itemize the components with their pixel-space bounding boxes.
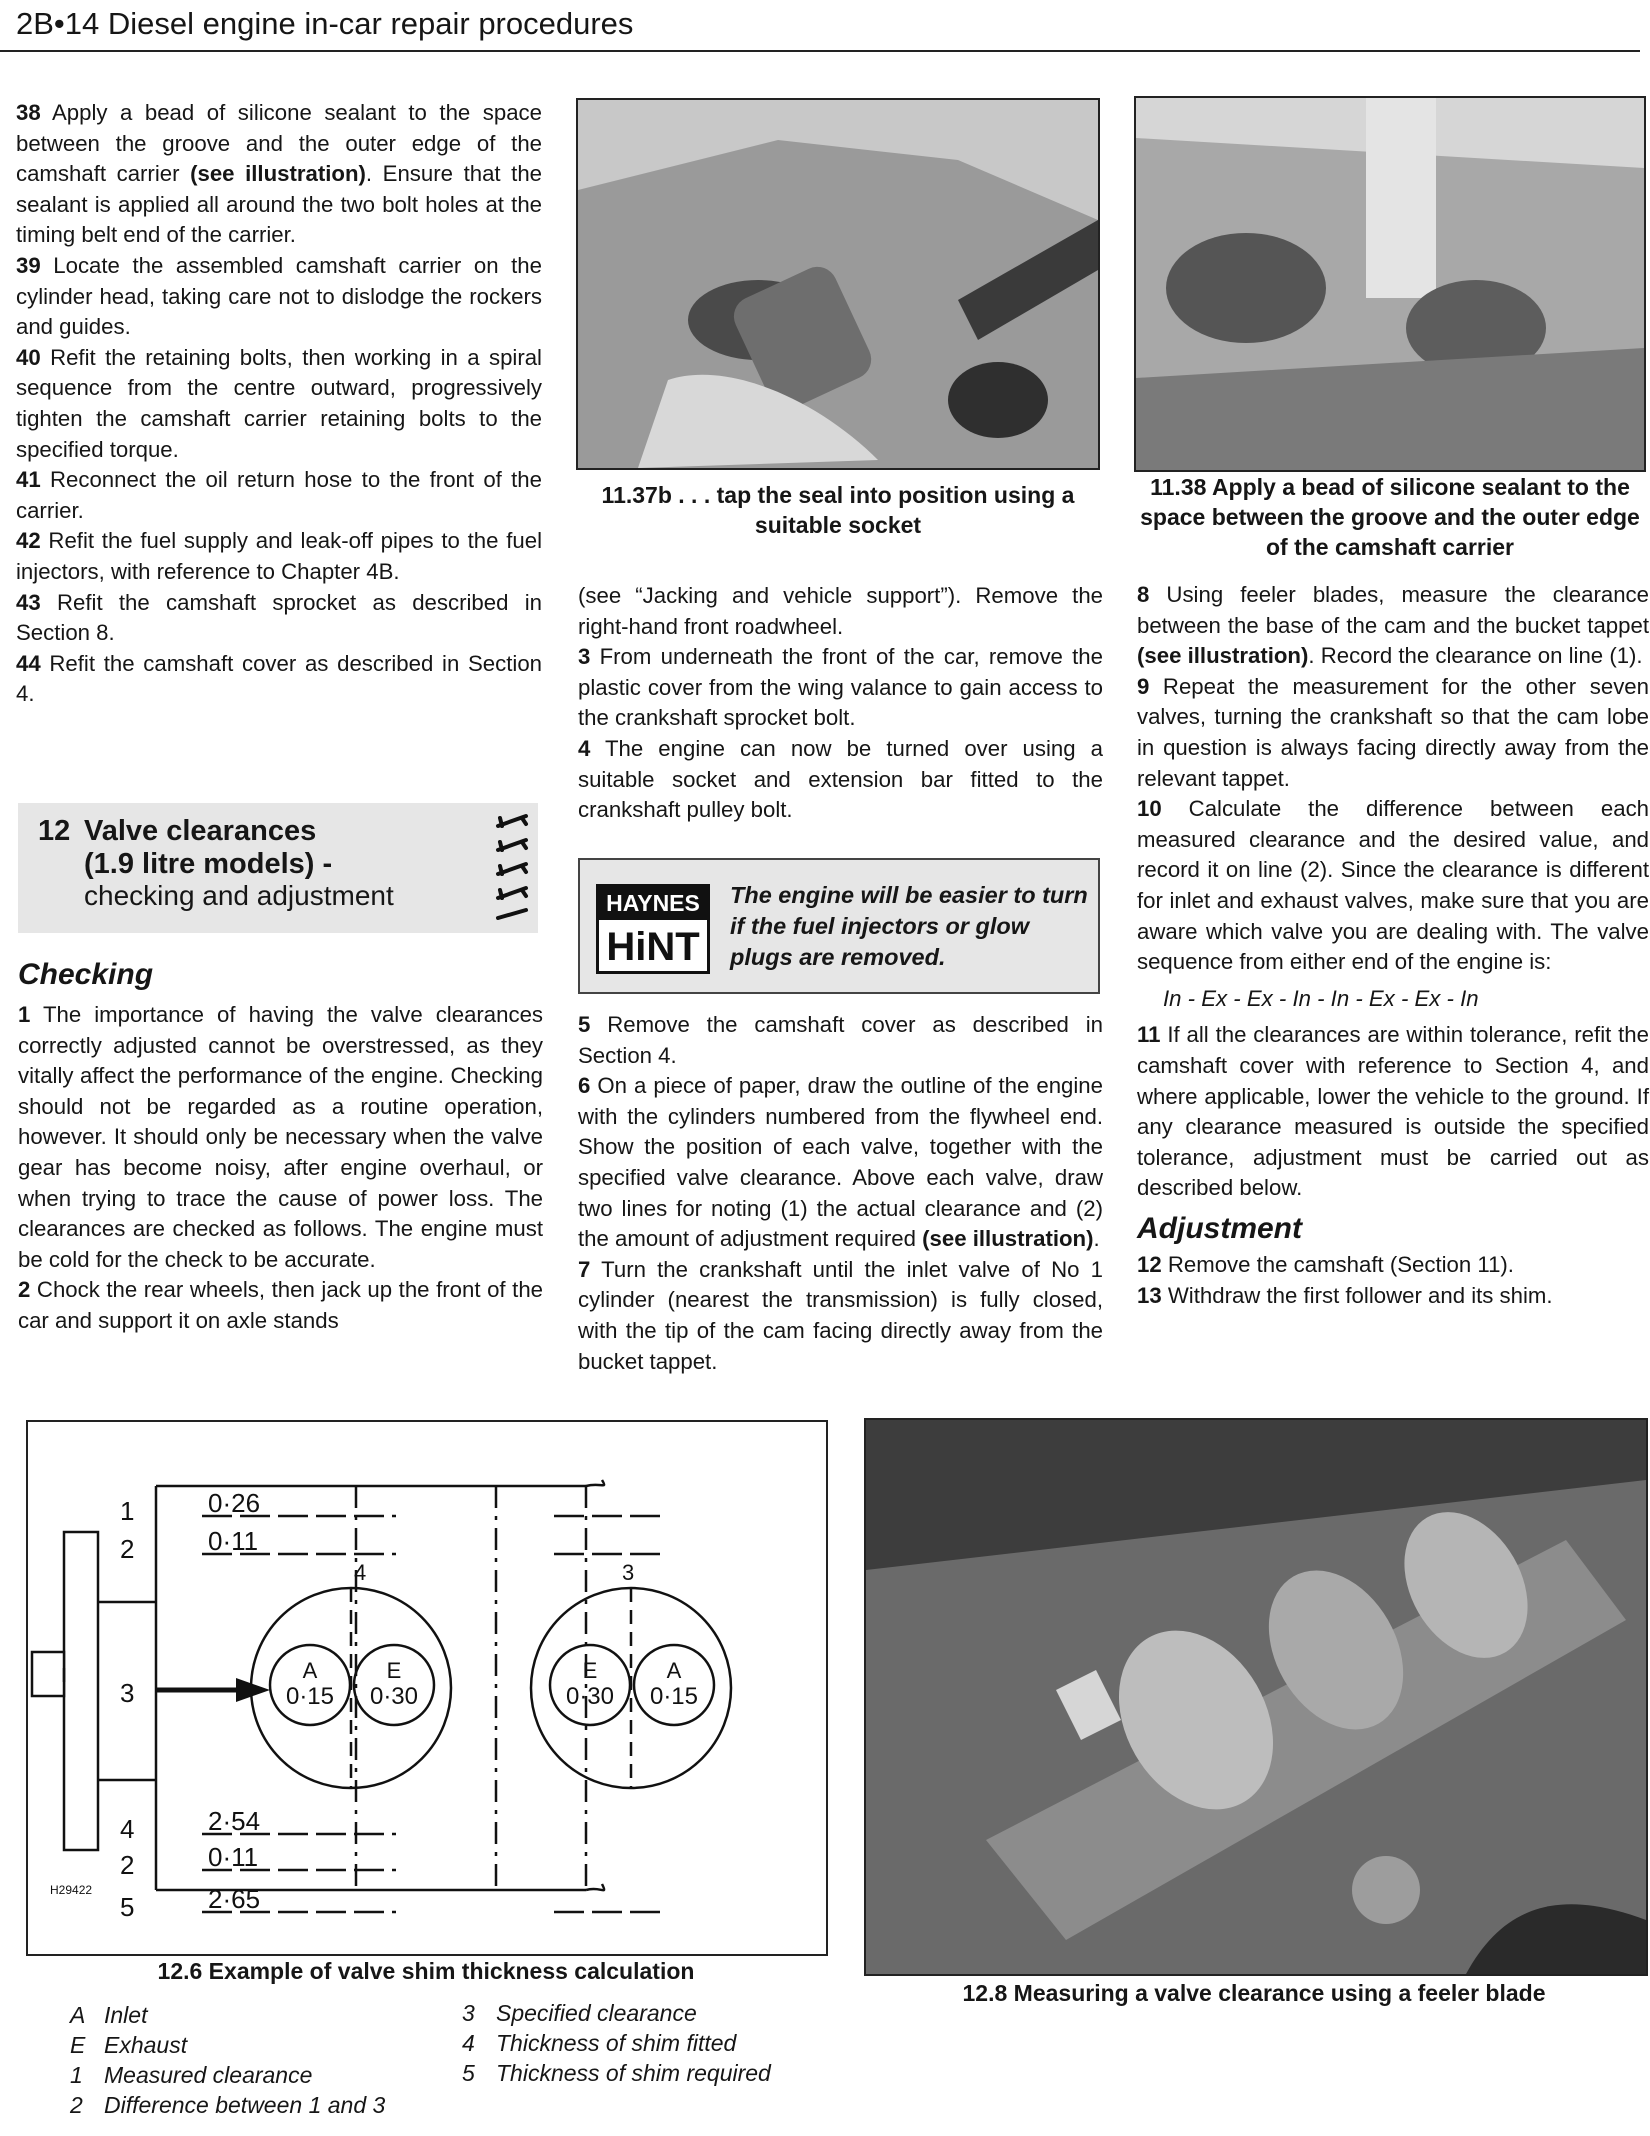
flywheel (64, 1532, 98, 1850)
paragraph-40: 40 Refit the retaining bolts, then working in a spiral sequence from the centre outward, progressively tighten the camshaft carrier retaining bolts to the specified torque. (16, 344, 542, 462)
paragraph-7: 7 Turn the crankshaft until the inlet valve of No 1 cylinder (nearest the transmission) is fully closed, with the tip of the cam facing directly away from the bucket tappet. (578, 1256, 1103, 1374)
caption-11-38: 11.38 Apply a bead of silicone sealant to the space between the groove and the outer edge of the camshaft carrier (1140, 474, 1640, 560)
paragraph-1: 1 The importance of having the valve clearances correctly adjusted cannot be overstressed, as they vitally affect the performance of the engine. Checking should not be regarded as a routine operation, however. It should only be necessary when the valve gear has become noisy, after engine overhaul, or when trying to trace the cause of power loss. The clearances are checked as follows. The engine must be cold for the check to be accurate. (18, 1002, 543, 1272)
photo-tapping-seal (576, 98, 1100, 470)
cylinder-label: 3 (622, 1560, 635, 1585)
header-rule (0, 50, 1640, 52)
legend-item: 4 Thickness of shim fitted (462, 2030, 737, 2056)
paragraph-10: 10 Calculate the difference between each measured clearance and the desired value, and record it on line (2). Since the clearance is different for inlet and exhaust valves, make sure that you are aware which valve you are dealing with. The valve sequence from either end of the engine is: (1137, 796, 1649, 975)
section-number: 12 (38, 815, 71, 847)
row-label: 5 (120, 1892, 135, 1922)
paragraph-2: 2 Chock the rear wheels, then jack up the front of the car and support it on axle stands (18, 1277, 543, 1333)
valve-sequence: In - Ex - Ex - In - In - Ex - Ex - In (1163, 985, 1479, 1011)
adjustment-heading: Adjustment (1137, 1211, 1302, 1245)
caption-12-8: 12.8 Measuring a valve clearance using a feeler blade (962, 1980, 1546, 2006)
paragraph-38: 38 Apply a bead of silicone sealant to the space between the groove and the outer edge of the camshaft carrier (see illustration). Ensure that the sealant is applied all around the two bolt holes at the timing belt end of the carrier. (16, 100, 543, 248)
paragraph-2-continued: (see “Jacking and vehicle support”). Remove the right-hand front roadwheel. (578, 583, 1103, 639)
photo-illustration (1136, 98, 1644, 470)
legend-item: 5 Thickness of shim required (462, 2060, 771, 2086)
caption-11-37b: 11.37b . . . tap the seal into position using a suitable socket (601, 482, 1075, 538)
paragraph-39: 39 Locate the assembled camshaft carrier on the cylinder head, taking care not to dislodge the rockers and guides. (16, 252, 542, 340)
photo-illustration (866, 1420, 1646, 1974)
legend-item: A Inlet (70, 2002, 148, 2028)
checking-text (18, 1000, 543, 1337)
column-middle-bottom (578, 1010, 1103, 1377)
column-left (16, 98, 542, 710)
paragraph-11: 11 If all the clearances are within tolerance, refit the camshaft cover with reference to Section 4, and where applicable, lower the vehicle to the ground. If any clearance measured is outside the specified tolerance, adjustment must be carried out as described below. (1137, 1022, 1649, 1201)
section-title-line1: Valve clearances (84, 815, 317, 847)
valve-letter: E (386, 1658, 402, 1683)
shaft-end (32, 1652, 64, 1696)
diagram-legend-right (462, 1998, 842, 2088)
paragraph-9: 9 Repeat the measurement for the other seven valves, turning the crankshaft so that the cam lobe in question is always facing directly away from the relevant tappet. (1137, 673, 1649, 791)
paragraph-41: 41 Reconnect the oil return hose to the front of the carrier. (16, 467, 542, 523)
paragraph-43: 43 Refit the camshaft sprocket as described in Section 8. (16, 589, 542, 646)
valve-clearance: 0·30 (565, 1683, 615, 1710)
valve-letter: E (582, 1658, 598, 1683)
hint-text: The engine will be easier to turn if the fuel injectors or glow plugs are removed. (730, 882, 1088, 970)
checking-heading: Checking (18, 958, 154, 991)
hint-logo-hint-text: HiNT (606, 925, 700, 969)
photo-sealant-bead (1134, 96, 1646, 472)
shim-required-value: 2·65 (208, 1884, 261, 1914)
valve-letter: A (666, 1658, 682, 1683)
row-label: 2 (120, 1850, 135, 1880)
measured-value: 0·26 (208, 1488, 261, 1518)
column-right (1137, 580, 1649, 1312)
cylinder-label: 4 (354, 1560, 367, 1585)
legend-item: 1 Measured clearance (70, 2062, 313, 2088)
valve-clearance: 0·30 (369, 1683, 419, 1710)
photo-illustration (578, 100, 1098, 468)
legend-item: E Exhaust (70, 2032, 188, 2058)
arrow-head (236, 1678, 270, 1702)
difference-value: 0·11 (208, 1526, 259, 1556)
column-middle-top (578, 581, 1103, 826)
diagram-legend-left (70, 2000, 450, 2120)
paragraph-3: 3 From underneath the front of the car, remove the plastic cover from the wing valance to gain access to the crankshaft sprocket bolt. (578, 644, 1103, 731)
valve-clearance: 0·15 (285, 1683, 335, 1710)
legend-item: 2 Difference between 1 and 3 (70, 2092, 386, 2118)
row-label: 1 (120, 1496, 135, 1526)
page-header-title: 2B•14 Diesel engine in-car repair procedures (16, 6, 634, 41)
hint-logo-haynes-text: HAYNES (599, 886, 707, 920)
row-label: 2 (120, 1534, 135, 1564)
paragraph-4: 4 The engine can now be turned over using a suitable socket and extension bar fitted to the crankshaft pulley bolt. (578, 735, 1103, 823)
caption-12-6: 12.6 Example of valve shim thickness calculation (157, 1958, 695, 1984)
section-title-line3: checking and adjustment (84, 880, 394, 911)
paragraph-5: 5 Remove the camshaft cover as described in Section 4. (578, 1012, 1103, 1068)
paragraph-8: 8 Using feeler blades, measure the clearance between the base of the cam and the bucket tappet (see illustration). Record the clearance on line (1). (1137, 582, 1649, 669)
difference-value: 0·11 (208, 1842, 259, 1872)
section-title-line2: (1.9 litre models) - (84, 848, 333, 880)
spanner-difficulty-icon (492, 812, 534, 922)
diagram-reference: H29422 (50, 1883, 93, 1897)
paragraph-6: 6 On a piece of paper, draw the outline of the engine with the cylinders numbered from the flywheel end. Show the position of each valve, together with the specified valve clearance. Above each valve, draw two lines for noting (1) the actual clearance and (2) the amount of adjustment required (see illustration). (578, 1073, 1103, 1252)
legend-item: 3 Specified clearance (462, 2000, 697, 2026)
paragraph-12: 12 Remove the camshaft (Section 11). (1137, 1252, 1514, 1278)
photo-feeler-blade (864, 1418, 1648, 1976)
valve-clearance: 0·15 (649, 1683, 699, 1710)
shim-fitted-value: 2·54 (208, 1806, 261, 1836)
paragraph-13: 13 Withdraw the first follower and its shim. (1137, 1283, 1553, 1309)
paragraph-42: 42 Refit the fuel supply and leak-off pipes to the fuel injectors, with reference to Chapter 4B. (16, 528, 542, 584)
row-label: 4 (120, 1814, 135, 1844)
shim-thickness-diagram (26, 1420, 826, 1954)
valve-letter: A (302, 1658, 318, 1683)
row-label: 3 (120, 1678, 135, 1708)
paragraph-44: 44 Refit the camshaft cover as described in Section 4. (16, 650, 542, 707)
